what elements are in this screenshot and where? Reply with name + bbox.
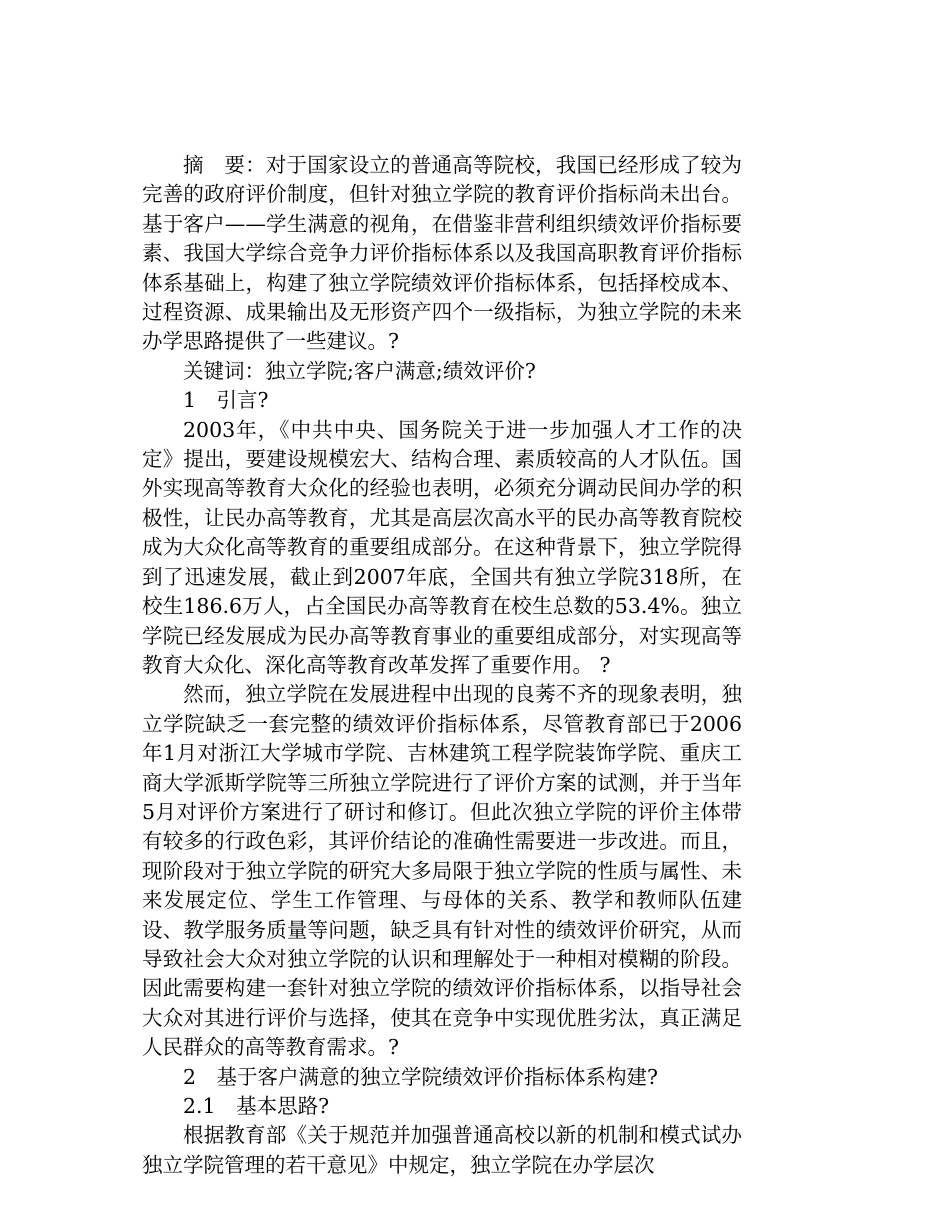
section-2-heading: 2 基于客户满意的独立学院绩效评价指标体系构建? (183, 1064, 659, 1089)
section-1-paragraph-1: 2003年，《中共中央、国务院关于进一步加强人才工作的决定》提出，要建设规模宏大、结构合理、素质较高的人才队伍。国外实现高等教育大众化的经验也表明，必须充分调动民间办学的积极性，让民办高等教育，尤其是高层次高水平的民办高等教育院校成为大众化高等教育的重要组成部分。在这种背景下，独立学院得到了迅速发展，截止到2007年底，全国共有独立学院318所，在校生186.6万人，占全国民办高等教育在校生总数的53.4%。独立学院已经发展成为民办高等教育事业的重要组成部分，对实现高等教育大众化、深化高等教育改革发挥了重要作用。 ? (142, 417, 742, 677)
section-2-1-paragraph-1: 根据教育部《关于规范并加强普通高校以新的机制和模式试办独立学院管理的若干意见》中规定，独立学院在办学层次 (142, 1123, 742, 1177)
section-1-paragraph-2: 然而，独立学院在发展进程中出现的良莠不齐的现象表明，独立学院缺乏一套完整的绩效评价指标体系，尽管教育部已于2006年1月对浙江大学城市学院、吉林建筑工程学院装饰学院、重庆工商大学派斯学院等三所独立学院进行了评价方案的试测，并于当年5月对评价方案进行了研讨和修订。但此次独立学院的评价主体带有较多的行政色彩，其评价结论的准确性需要进一步改进。而且，现阶段对于独立学院的研究大多局限于独立学院的性质与属性、未来发展定位、学生工作管理、与母体的关系、教学和教师队伍建设、教学服务质量等问题，缺乏具有针对性的绩效评价研究，从而导致社会大众对独立学院的认识和理解处于一种相对模糊的阶段。因此需要构建一套针对独立学院的绩效评价指标体系，以指导社会大众对其进行评价与选择，使其在竞争中实现优胜劣汰，真正满足人民群众的高等教育需求。? (142, 682, 742, 1060)
abstract-paragraph: 摘 要：对于国家设立的普通高等院校，我国已经形成了较为完善的政府评价制度，但针对独立学院的教育评价指标尚未出台。基于客户——学生满意的视角，在借鉴非营利组织绩效评价指标要素、我国大学综合竞争力评价指标体系以及我国高职教育评价指标体系基础上，构建了独立学院绩效评价指标体系，包括择校成本、过程资源、成果输出及无形资产四个一级指标，为独立学院的未来办学思路提供了一些建议。? (142, 153, 742, 354)
section-1-heading: 1 引言? (183, 388, 269, 413)
keywords-line: 关键词：独立学院;客户满意;绩效评价? (183, 358, 536, 383)
section-2-1-heading: 2.1 基本思路? (183, 1094, 330, 1118)
document-body (142, 151, 742, 1180)
